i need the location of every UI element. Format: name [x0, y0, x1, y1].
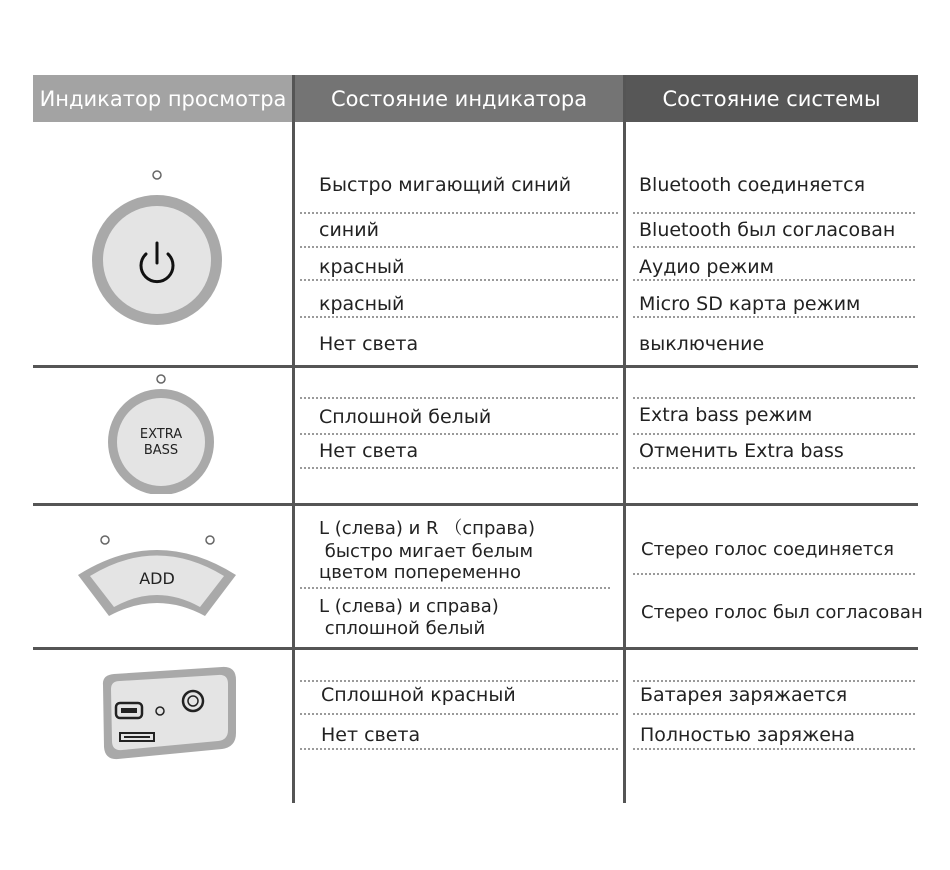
section-divider-2 — [33, 503, 918, 506]
state-lr-solid-line2: сплошной белый — [319, 618, 486, 639]
state-solid-red: Сплошной красный — [321, 684, 516, 706]
header-indicator-state: Состояние индикатора — [293, 75, 625, 122]
state-lr-blink-line2: быстро мигает белым — [319, 541, 534, 562]
state-lr-solid-line1: L (слева) и справа) — [319, 596, 499, 617]
add-button-icon — [75, 530, 240, 625]
state-red: красный — [319, 256, 405, 278]
system-power-off: выключение — [639, 333, 765, 355]
section-divider-1 — [33, 365, 918, 368]
header-indicator-view: Индикатор просмотра — [33, 75, 293, 122]
state-no-light-bass: Нет света — [319, 440, 419, 462]
indicator-led-icon — [153, 171, 161, 179]
system-cancel-extra-bass: Отменить Extra bass — [639, 440, 844, 462]
extra-bass-label-line2: BASS — [143, 443, 179, 458]
column-divider-2 — [623, 75, 626, 803]
state-no-light: Нет света — [319, 333, 419, 355]
system-fully-charged: Полностью заряжена — [640, 724, 855, 746]
state-solid-white: Сплошной белый — [319, 406, 492, 428]
extra-bass-label-line1: EXTRA — [139, 427, 183, 442]
right-indicator-led-icon — [206, 536, 214, 544]
system-stereo-paired: Стерео голос был согласован — [641, 602, 923, 623]
indicator-led-icon — [157, 375, 165, 383]
state-lr-blink-line1: L (слева) и R （справа) — [319, 518, 536, 539]
state-red-2: красный — [319, 293, 405, 315]
column-divider-1 — [292, 75, 295, 803]
system-battery-charging: Батарея заряжается — [640, 684, 848, 706]
state-lr-blink-line3: цветом попеременно — [319, 562, 522, 583]
section-divider-3 — [33, 647, 918, 650]
system-microsd-mode: Micro SD карта режим — [639, 293, 861, 315]
state-blue: синий — [319, 219, 379, 241]
state-no-light-charge: Нет света — [321, 724, 421, 746]
system-extra-bass-mode: Extra bass режим — [639, 404, 813, 426]
system-bt-connecting: Bluetooth соединяется — [639, 174, 866, 196]
add-label: ADD — [139, 569, 175, 588]
state-fast-blink-blue: Быстро мигающий синий — [319, 174, 572, 196]
system-bt-paired: Bluetooth был согласован — [639, 219, 896, 241]
left-indicator-led-icon — [101, 536, 109, 544]
extra-bass-button-icon — [100, 372, 222, 494]
system-stereo-connecting: Стерео голос соединяется — [641, 539, 894, 560]
charging-port-panel-icon — [100, 663, 240, 763]
power-button-icon — [85, 165, 230, 330]
header-system-state: Состояние системы — [625, 75, 918, 122]
system-audio-mode: Аудио режим — [639, 256, 774, 278]
